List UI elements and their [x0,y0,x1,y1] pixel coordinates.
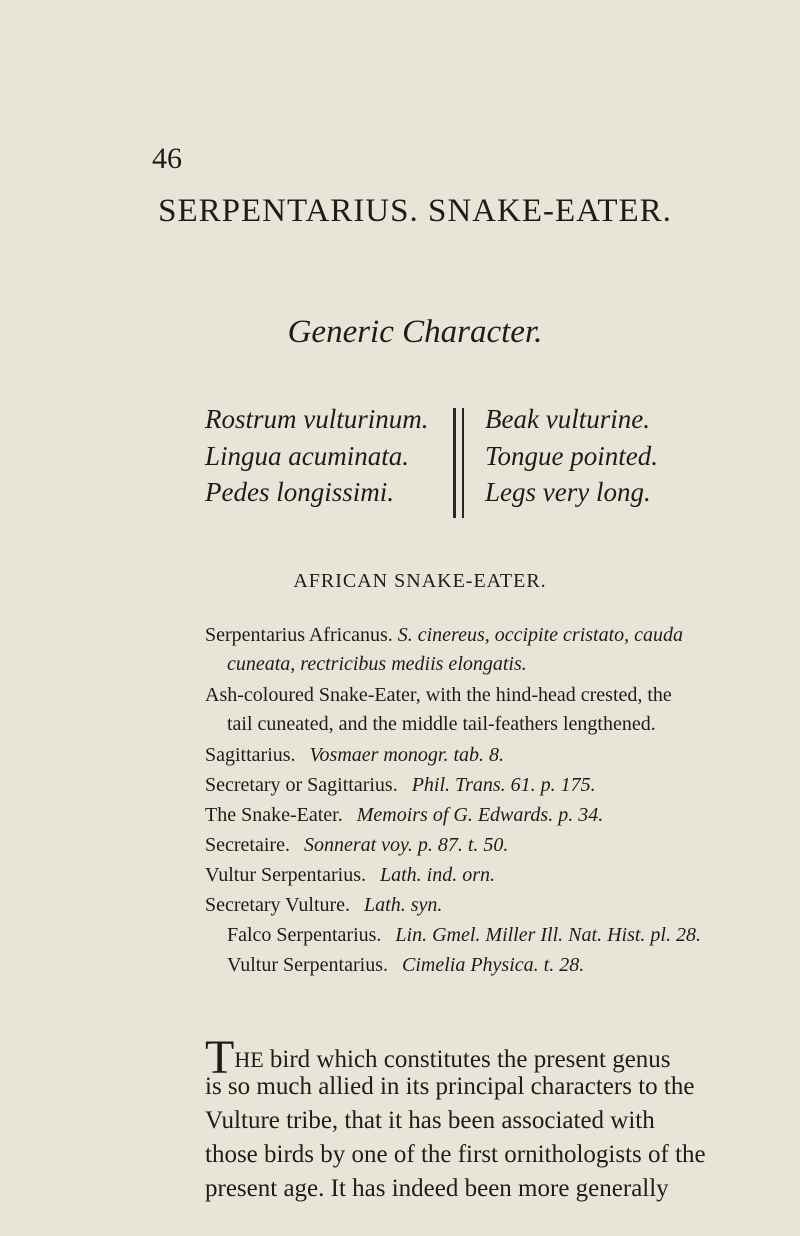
synonym-line: Secretary Vulture. Lath. syn. [205,894,443,916]
synonym-line: tail cuneated, and the middle tail-feathers lengthened. [227,713,656,735]
column-divider [462,408,464,518]
body-line: present age. It has indeed been more generally [205,1175,669,1202]
synonym-line: Vultur Serpentarius. Cimelia Physica. t. 28. [227,954,585,976]
synonym-line: Falco Serpentarius. Lin. Gmel. Miller Ill. Nat. Hist. pl. 28. [227,924,701,946]
char-latin-1: Rostrum vulturinum. [205,404,429,434]
column-divider [453,408,456,518]
char-english-1: Beak vulturine. [485,404,650,434]
synonym-line: cuneata, rectricibus mediis elongatis. [227,653,527,675]
body-line: Vulture tribe, that it has been associated with [205,1107,655,1134]
synonym-line: Secretary or Sagittarius. Phil. Trans. 61. p. 175. [205,774,596,796]
body-line: those birds by one of the first ornithologists of the [205,1141,706,1168]
char-latin-3: Pedes longissimi. [205,477,394,507]
char-english-3: Legs very long. [485,477,651,507]
section-subtitle: Generic Character. [287,314,543,350]
char-latin-2: Lingua acuminata. [205,441,410,471]
page-title: SERPENTARIUS. SNAKE-EATER. [158,193,672,229]
char-english-2: Tongue pointed. [485,441,659,471]
synonym-line: Ash-coloured Snake-Eater, with the hind-head crested, the [205,684,672,706]
body-line: THE bird which constitutes the present genus [205,1031,671,1084]
synonym-line: Serpentarius Africanus. S. cinereus, occipite cristato, cauda [205,624,684,646]
synonym-line: The Snake-Eater. Memoirs of G. Edwards. p. 34. [205,804,604,826]
synonym-line: Sagittarius. Vosmaer monogr. tab. 8. [205,744,504,766]
synonym-line: Vultur Serpentarius. Lath. ind. orn. [205,864,496,886]
page-number: 46 [152,142,182,175]
body-line: is so much allied in its principal characters to the [205,1073,695,1100]
drop-cap: T [205,1031,235,1084]
synonym-line: Secretaire. Sonnerat voy. p. 87. t. 50. [205,834,509,856]
species-heading: AFRICAN SNAKE-EATER. [293,570,547,592]
